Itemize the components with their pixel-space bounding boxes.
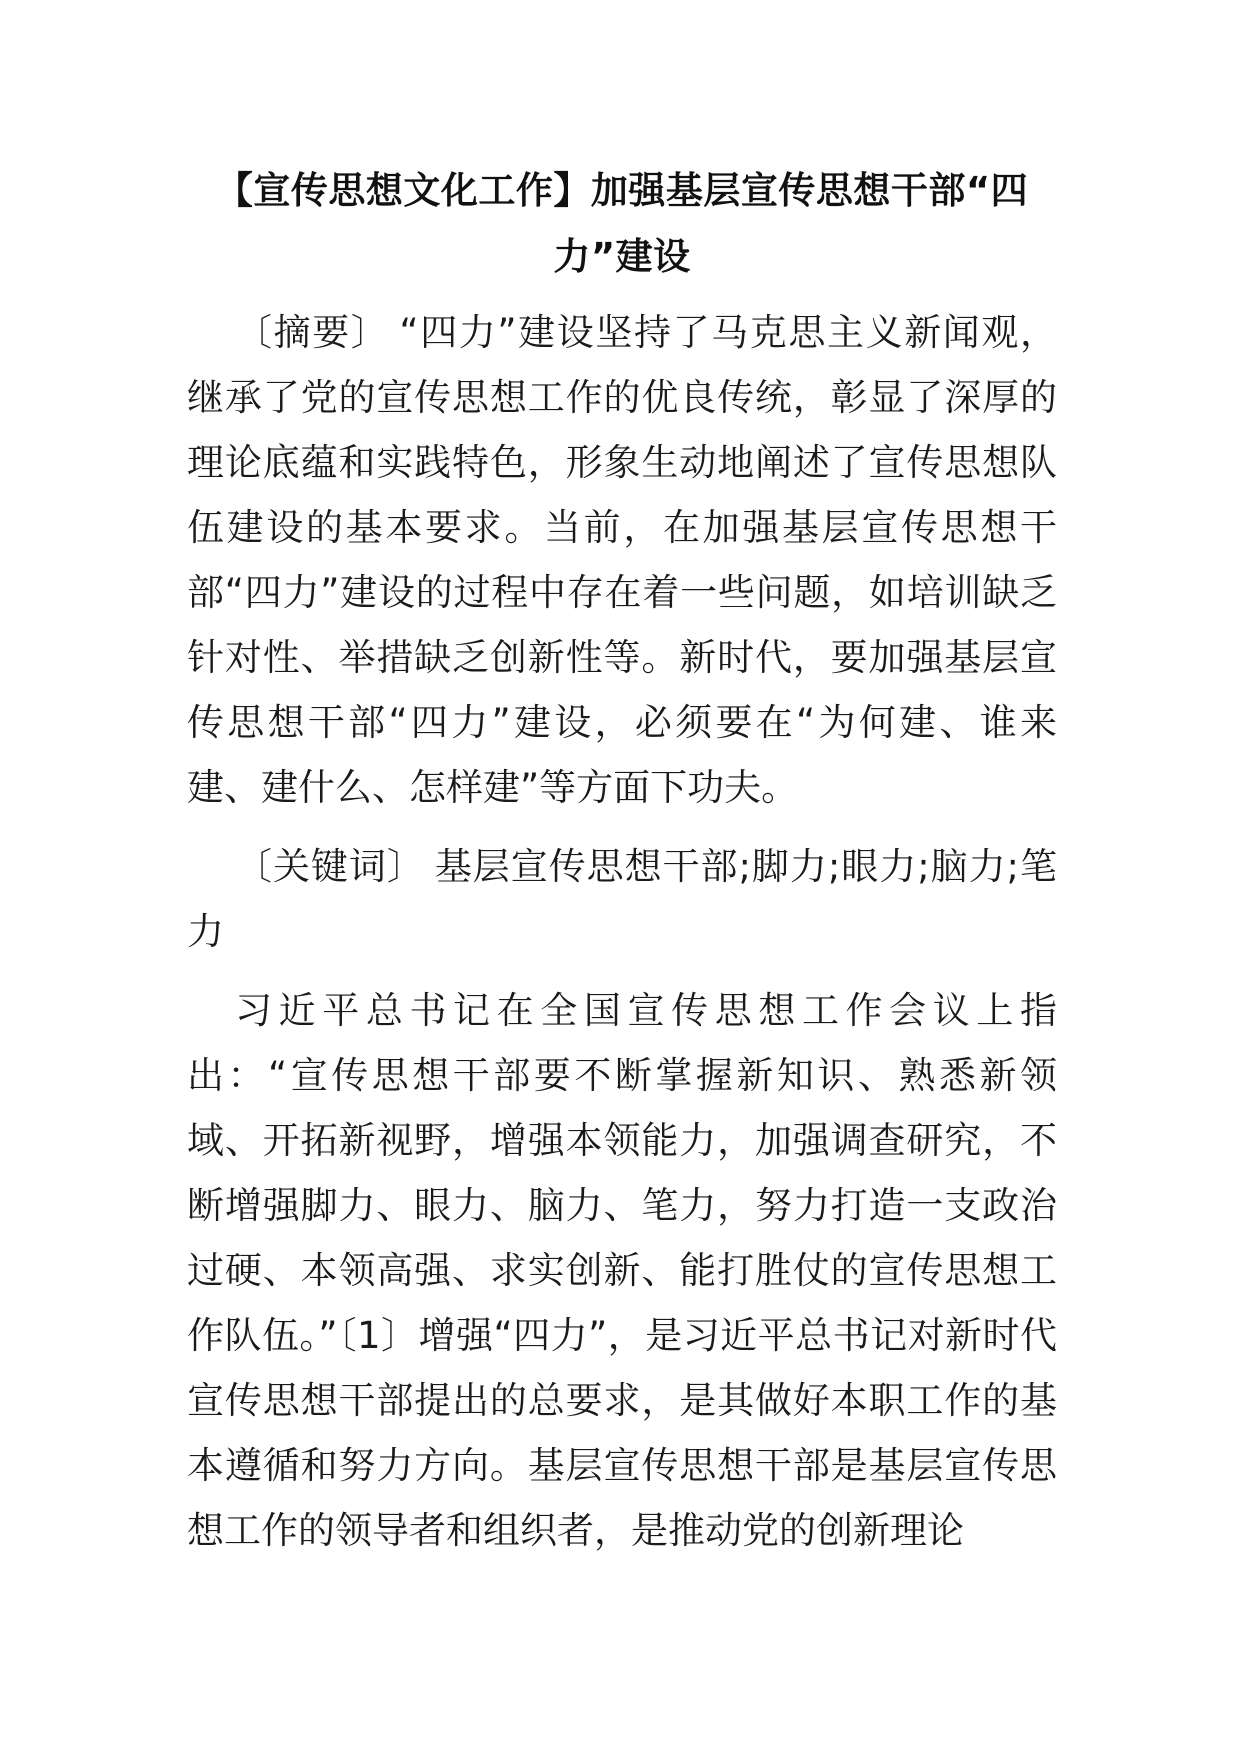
document-title: 【宣传思想文化工作】加强基层宣传思想干部“四力”建设 <box>215 169 1029 278</box>
document-content <box>187 158 1057 1577</box>
body-paragraph: 习近平总书记在全国宣传思想工作会议上指出：“宣传思想干部要不断掌握新知识、熟悉新领域、开拓新视野，增强本领能力，加强调查研究，不断增强脚力、眼力、脑力、笔力，努力打造一支政治过硬、本领高强、求实创新、能打胜仗的宣传思想工作队伍。”〔1〕增强“四力”，是习近平总书记对新时代宣传思想干部提出的总要求，是其做好本职工作的基本遵循和努力方向。基层宣传思想干部是基层宣传思想工作的领导者和组织者，是推动党的创新理论 <box>187 989 1057 1552</box>
keywords-paragraph <box>187 834 1057 964</box>
abstract-text: “四力”建设坚持了马克思主义新闻观，继承了党的宣传思想工作的优良传统，彰显了深厚的理论底蕴和实践特色，形象生动地阐述了宣传思想队伍建设的基本要求。当前，在加强基层宣传思想干部“四力”建设的过程中存在着一些问题，如培训缺乏针对性、举措缺乏创新性等。新时代，要加强基层宣传思想干部“四力”建设，必须要在“为何建、谁来建、建什么、怎样建”等方面下功夫。 <box>187 311 1058 809</box>
keywords-text: 基层宣传思想干部;脚力;眼力;脑力;笔力 <box>187 845 1057 953</box>
abstract-paragraph <box>187 300 1057 820</box>
keywords-label: 〔关键词〕 <box>235 845 425 888</box>
abstract-label: 〔摘要〕 <box>235 311 390 354</box>
